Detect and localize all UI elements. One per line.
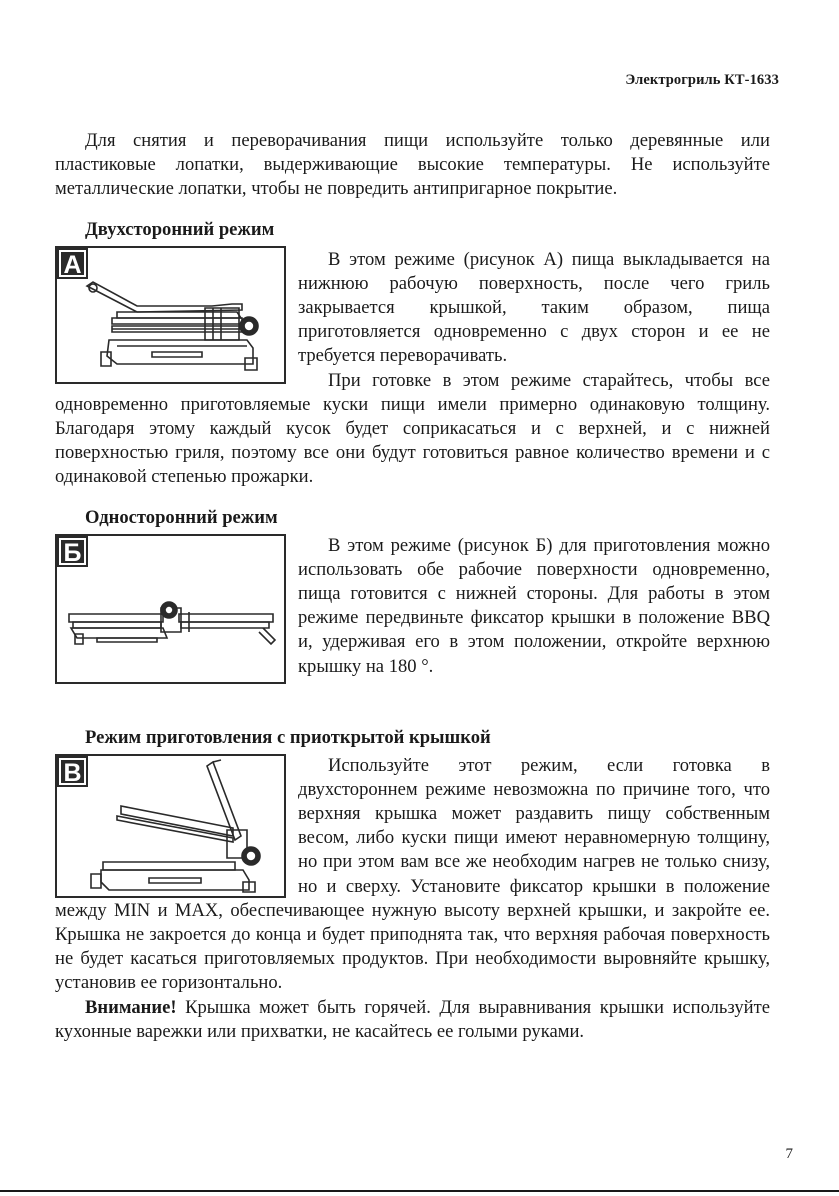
figure-letter-c: В xyxy=(59,758,86,785)
running-header: Электрогриль КТ-1633 xyxy=(625,72,779,88)
bottom-rule xyxy=(0,1190,839,1192)
figure-letter-a: А xyxy=(59,250,86,277)
page-number: 7 xyxy=(785,1146,793,1162)
figure-b-open-grill xyxy=(55,534,286,684)
section-1-paragraph-2: При готовке в этом режиме старайтесь, чтобы все одновременно приготовляемые куски пищи имели примерно одинаковую толщину. Благодаря этому каждый кусок будет соприкасаться и с верхней, и с нижней поверхностью гриля, поэтому все они будут готовиться равное количество времени и с одинаковой степенью прожарки. xyxy=(55,369,770,488)
section-title-half-open: Режим приготовления с приоткрытой крышкой xyxy=(85,726,491,748)
section-title-single-sided: Односторонний режим xyxy=(85,506,278,528)
section-2-paragraph: В этом режиме (рисунок Б) для приготовления можно использовать обе рабочие поверхности одновременно, пища готовится с нижней стороны. Для работы в этом режиме передвиньте фиксатор крышки в положение BBQ и, удерживая его в этом положении, откройте верхнюю крышку на 180 °. xyxy=(298,534,770,677)
warning-label: Внимание! xyxy=(85,996,177,1018)
warning-paragraph xyxy=(55,996,770,1044)
section-3-paragraph: Используйте этот режим, если готовка в двухстороннем режиме невозможна по причине того, что верхняя крышка может раздавить пищу собственным весом, либо куски пищи имеют неравномерную толщину, но при этом вам все же необходим нагрев не только снизу, но и сверху. Установите фиксатор крышки в положение между MIN и MAX, обеспечивающее нужную высоту верхней крышки, и закройте ее. Крышка не закроется до конца и будет приподнята так, что верхняя рабочая поверхность не будет касаться приготовляемых продуктов. При необходимости выровняйте крышку, установив ее горизонтально. xyxy=(55,754,770,994)
page-content xyxy=(55,129,770,1044)
figure-c-half-open-grill xyxy=(55,754,286,898)
section-1-paragraph-1: В этом режиме (рисунок А) пища выкладывается на нижнюю рабочую поверхность, после чего гриль закрывается крышкой, таким образом, пища приготовляется одновременно с двух сторон и ее не требуется переворачивать. xyxy=(298,248,770,367)
open-grill-illustration xyxy=(57,536,284,682)
figure-a-closed-grill xyxy=(55,246,286,384)
figure-letter-b: Б xyxy=(59,538,86,565)
half-open-grill-illustration xyxy=(57,756,284,896)
closed-grill-illustration xyxy=(57,248,284,382)
intro-paragraph: Для снятия и переворачивания пищи используйте только деревянные или пластиковые лопатки, выдерживающие высокие температуры. Не используйте металлические лопатки, чтобы не повредить антипригарное покрытие. xyxy=(55,130,770,200)
section-title-double-sided: Двухсторонний режим xyxy=(85,218,275,240)
warning-text: Крышка может быть горячей. Для выравнивания крышки используйте кухонные варежки или прихватки, не касайтесь ее голыми руками. xyxy=(55,996,770,1042)
